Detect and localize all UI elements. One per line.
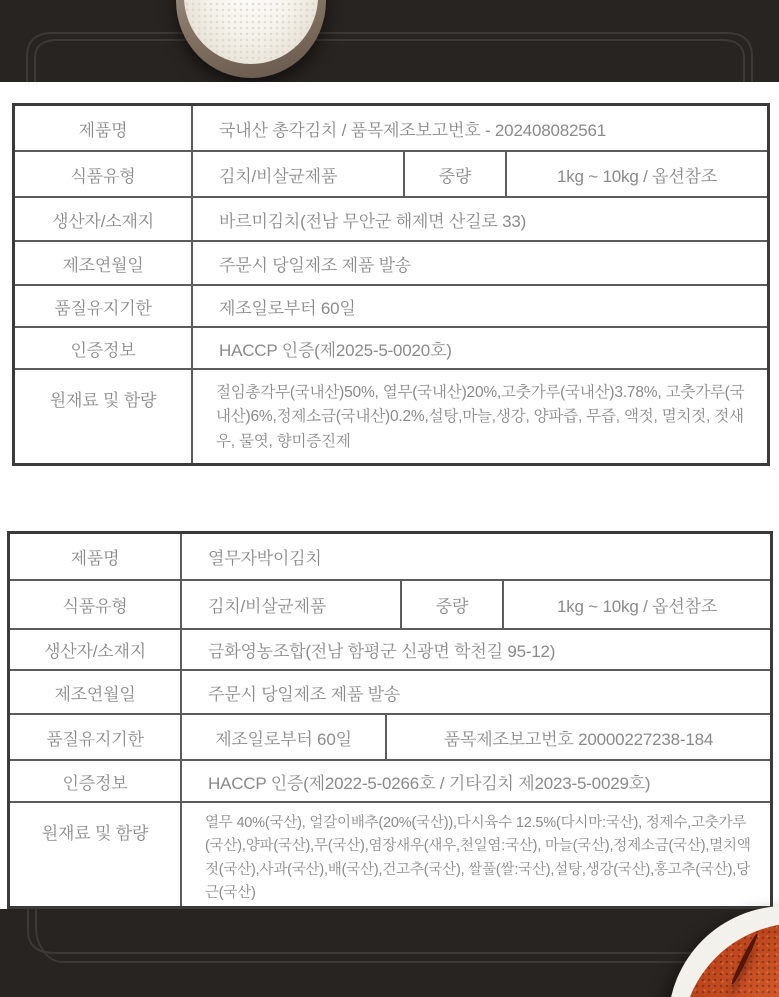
weight-label: 중량	[403, 152, 505, 196]
weight-value: 1kg ~ 10kg / 옵션참조	[505, 152, 767, 196]
table-row	[10, 669, 770, 713]
table-row	[15, 284, 767, 326]
bottom-banner	[0, 909, 779, 997]
table-row	[10, 628, 770, 669]
mfg-date-value: 주문시 당일제조 제품 발송	[180, 671, 770, 713]
product-name-label: 제품명	[70, 549, 120, 568]
mfg-date-label: 제조연월일	[54, 684, 136, 704]
food-type-label: 식품유형	[62, 597, 128, 616]
table-row	[15, 368, 767, 463]
shelf-life-label: 품질유지기한	[46, 729, 144, 749]
report-number-value: 품목제조보고번호 20000227238-184	[385, 715, 770, 759]
table-row	[10, 534, 770, 579]
weight-label: 중량	[400, 581, 502, 628]
ingredients-label: 원재료 및 함량	[41, 824, 149, 843]
table-row	[10, 759, 770, 801]
food-type-label: 식품유형	[70, 166, 136, 186]
decorative-frame-bottom-icon	[0, 909, 779, 997]
food-type-value: 김치/비살균제품	[180, 581, 400, 628]
product-spec-table-1	[12, 103, 770, 466]
certification-value: HACCP 인증(제2025-5-0020호)	[191, 328, 767, 368]
ingredients-value: 열무 40%(국산), 얼갈이배추(20%(국산)),다시육수 12.5%(다시마:국산), 정제수,고춧가루(국산),양파(국산),무(국산),염장새우(새우,천일염:국산), 마늘(국산),정제소금(국산),멸치액젓(국산),사과(국산),배(국산),건고추(국산), 쌀풀(쌀:국산),설탕,생강(국산),홍고추(국산),당근(국산)	[180, 803, 770, 906]
producer-label: 생산자/소재지	[52, 211, 154, 231]
product-name-value: 열무자박이김치	[180, 534, 770, 579]
mfg-date-label: 제조연월일	[62, 255, 144, 275]
top-banner	[0, 0, 779, 82]
pepper-powder-crack-icon	[730, 933, 759, 986]
decorative-frame-top-icon	[0, 0, 779, 82]
producer-label: 생산자/소재지	[44, 642, 146, 661]
certification-label: 인증정보	[62, 773, 128, 793]
table-row	[15, 326, 767, 368]
product-name-value: 국내산 총각김치 / 품목제조보고번호 - 202408082561	[191, 106, 767, 150]
certification-value: HACCP 인증(제2022-5-0266호 / 기타김치 제2023-5-0029호)	[180, 761, 770, 801]
weight-value: 1kg ~ 10kg / 옵션참조	[502, 581, 770, 628]
ingredients-value: 절임총각무(국내산)50%, 열무(국내산)20%,고춧가루(국내산)3.78%, 고춧가루(국내산)6%,정제소금(국내산)0.2%,설탕,마늘,생강, 양파즙, 무즙, 액젓, 멸치젓, 젓새우, 물엿, 향미증진제	[191, 370, 767, 463]
producer-value: 바르미김치(전남 무안군 해제면 산길로 33)	[191, 198, 767, 240]
product-spec-table-2	[7, 531, 773, 909]
ingredients-label: 원재료 및 함량	[49, 391, 157, 410]
food-type-value: 김치/비살균제품	[191, 152, 403, 196]
table-row	[15, 240, 767, 284]
shelf-life-value: 제조일로부터 60일	[191, 286, 767, 326]
certification-label: 인증정보	[70, 340, 136, 360]
table-row	[10, 579, 770, 628]
table-row	[15, 150, 767, 196]
product-name-label: 제품명	[78, 120, 128, 140]
content-area	[0, 82, 779, 909]
mfg-date-value: 주문시 당일제조 제품 발송	[191, 242, 767, 284]
table-row	[15, 106, 767, 150]
shelf-life-label: 품질유지기한	[54, 298, 152, 318]
coarse-salt-icon	[184, 0, 318, 64]
table-row	[15, 196, 767, 240]
table-row	[10, 713, 770, 759]
shelf-life-value: 제조일로부터 60일	[180, 715, 385, 759]
table-row	[10, 801, 770, 906]
producer-value: 금화영농조합(전남 함평군 신광면 학천길 95-12)	[180, 630, 770, 669]
